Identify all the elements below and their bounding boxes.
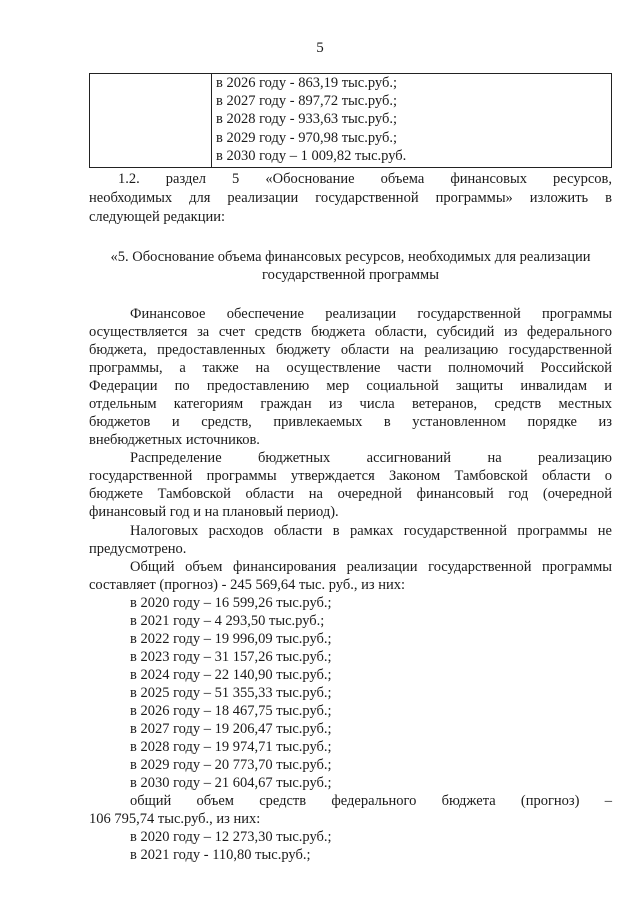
paragraph-line: составляет (прогноз) - 245 569,64 тыс. руб., из них:	[89, 577, 405, 593]
federal-line-1: общий объем средств федерального бюджета (прогноз) –	[130, 793, 612, 809]
federal-year-item: в 2021 году - 110,80 тыс.руб.;	[130, 847, 311, 863]
paragraph-line: Распределение бюджетных ассигнований на реализацию	[130, 450, 612, 466]
paragraph-line: Общий объем финансирования реализации государственной программы	[130, 559, 612, 575]
intro-line-3: следующей редакции:	[89, 209, 226, 225]
total-year-item: в 2027 году – 19 206,47 тыс.руб.;	[130, 721, 332, 737]
section-heading-line-2: государственной программы	[262, 267, 439, 283]
total-year-item: в 2022 году – 19 996,09 тыс.руб.;	[130, 631, 332, 647]
table-year-line: в 2026 году - 863,19 тыс.руб.;	[216, 75, 398, 91]
paragraph-line: внебюджетных источников.	[89, 432, 260, 448]
total-year-item: в 2030 году – 21 604,67 тыс.руб.;	[130, 775, 332, 791]
paragraph-line: Финансовое обеспечение реализации государственной программы	[130, 306, 612, 322]
paragraph-line: финансовый год и на плановый период).	[89, 504, 339, 520]
table-year-line: в 2027 году - 897,72 тыс.руб.;	[216, 93, 398, 110]
paragraph-line: предусмотрено.	[89, 541, 187, 557]
table-years-cell	[212, 74, 612, 168]
federal-year-item: в 2020 году – 12 273,30 тыс.руб.;	[130, 829, 332, 845]
total-year-item: в 2021 году – 4 293,50 тыс.руб.;	[130, 613, 325, 629]
total-year-item: в 2024 году – 22 140,90 тыс.руб.;	[130, 667, 332, 683]
funding-table-continuation	[89, 73, 612, 168]
total-year-item: в 2020 году – 16 599,26 тыс.руб.;	[130, 595, 332, 611]
intro-line-2: необходимых для реализации государственной программы» изложить в	[89, 190, 612, 206]
paragraph-line: бюджетов и средств, привлекаемых в установленном порядке из	[89, 414, 612, 430]
table-year-line: в 2029 году - 970,98 тыс.руб.;	[216, 129, 398, 146]
table-year-line: в 2028 году - 933,63 тыс.руб.;	[216, 111, 398, 128]
intro-line-1: 1.2. раздел 5 «Обоснование объема финансовых ресурсов,	[118, 171, 612, 187]
total-year-item: в 2028 году – 19 974,71 тыс.руб.;	[130, 739, 332, 755]
paragraph-line: программы, а также на осуществление части полномочий Российской	[89, 360, 612, 376]
paragraph-line: отдельным категориям граждан из числа ветеранов, средств местных	[89, 396, 612, 412]
paragraph-line: государственной программы утверждается Законом Тамбовской области о	[89, 468, 612, 484]
federal-line-2: 106 795,74 тыс.руб., из них:	[89, 811, 261, 827]
total-year-item: в 2029 году – 20 773,70 тыс.руб.;	[130, 757, 332, 773]
paragraph-line: Федерации по предоставлению мер социальной защиты инвалидам и	[89, 378, 612, 394]
total-year-item: в 2026 году – 18 467,75 тыс.руб.;	[130, 703, 332, 719]
table-year-line: в 2030 году – 1 009,82 тыс.руб.	[216, 147, 407, 164]
section-heading-line-1: «5. Обоснование объема финансовых ресурсов, необходимых для реализации	[110, 249, 591, 265]
total-year-item: в 2025 году – 51 355,33 тыс.руб.;	[130, 685, 332, 701]
page-number: 5	[316, 40, 324, 56]
paragraph-line: осуществляется за счет средств бюджета области, субсидий из федерального	[89, 324, 612, 340]
paragraph-line: Налоговых расходов области в рамках государственной программы не	[130, 523, 612, 539]
total-year-item: в 2023 году – 31 157,26 тыс.руб.;	[130, 649, 332, 665]
table-empty-cell	[90, 74, 212, 168]
paragraph-line: бюджете Тамбовской области на очередной финансовый год (очередной	[89, 486, 612, 502]
paragraph-line: бюджета, предоставленных бюджету области на реализацию государственной	[89, 342, 612, 358]
